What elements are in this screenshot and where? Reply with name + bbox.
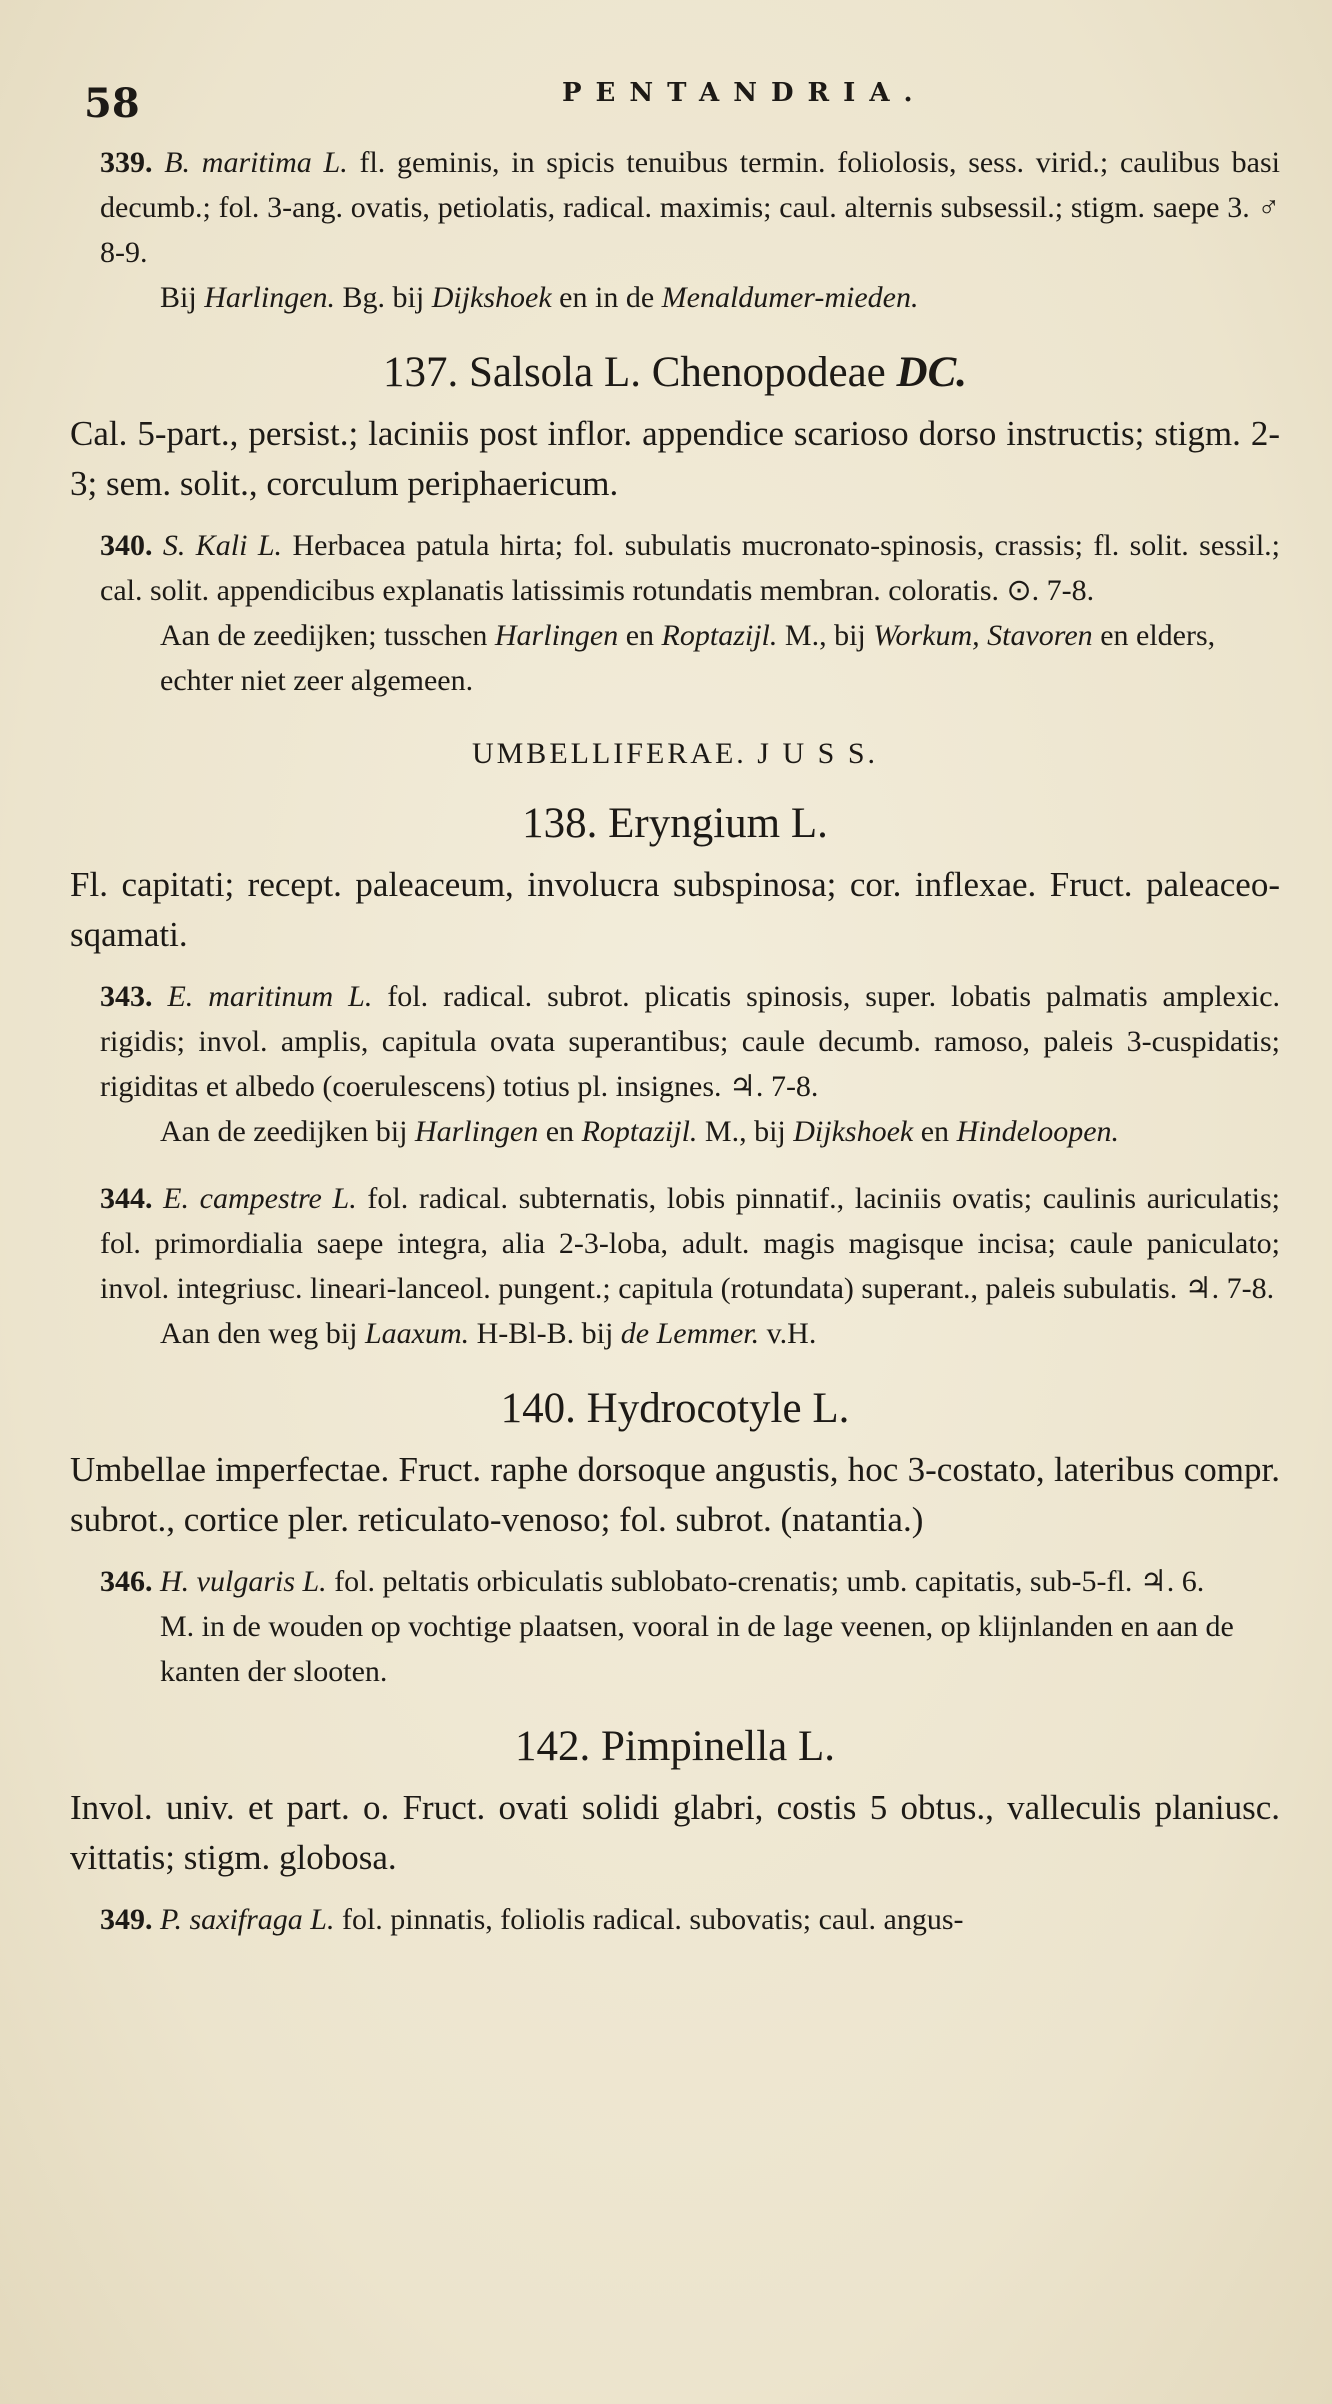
- locality-344: Aan den weg bij Laaxum. H-Bl-B. bij de Lemmer. v.H.: [160, 1317, 817, 1350]
- genus-140-heading: 140. Hydrocotyle L.: [500, 1385, 850, 1432]
- family-heading: UMBELLIFERAE. J U S S.: [471, 737, 879, 770]
- flowering-months: 8-9.: [100, 236, 148, 269]
- genus-142-heading: 142. Pimpinella L.: [514, 1723, 836, 1770]
- species-339: [100, 140, 1280, 275]
- species-349: 349. P. saxifraga L. fol. pinnatis, foliolis radical. subovatis; caul. angus-: [100, 1903, 964, 1936]
- species-number: 339.: [100, 146, 153, 179]
- genus-138-heading: 138. Eryngium L.: [522, 800, 828, 847]
- locality-346: M. in de wouden op vochtige plaatsen, vooral in de lage veenen, op klijnlanden en aan de kanten der slooten.: [160, 1610, 1234, 1688]
- locality-340: Aan de zeedijken; tusschen Harlingen en Roptazijl. M., bij Workum, Stavoren en elders, echter niet zeer algemeen.: [160, 619, 1216, 697]
- running-title: PENTANDRIA.: [562, 78, 927, 108]
- genus-137-description: Cal. 5-part., persist.; laciniis post inflor. appendice scarioso dorso instructis; stigm. 2-3; sem. solit., corculum periphaericum.: [70, 414, 1280, 503]
- species-343: 343. E. maritinum L. fol. radical. subrot. plicatis spinosis, super. lobatis palmatis amplexic. rigidis; invol. amplis, capitula ovata superantibus; caule decumb. ramoso, paleis 3-cuspidatis; rigiditas et albedo (coerulescens) totius pl. insignes. ♃. 7-8.: [100, 980, 1281, 1103]
- page-header: [70, 70, 1280, 140]
- species-name: B. maritima L.: [164, 146, 348, 179]
- species-description: fl. geminis, in spicis tenuibus termin. foliolosis, sess. virid.; caulibus basi decumb.; fol. 3-ang. ovatis, petiolatis, radical. maximis; caul. alternis subsessil.; stigm. saepe 3.: [100, 146, 1281, 224]
- locality-343: Aan de zeedijken bij Harlingen en Roptazijl. M., bij Dijkshoek en Hindeloopen.: [160, 1115, 1120, 1148]
- duration-symbol: ♂: [1257, 191, 1281, 224]
- genus-142-description: Invol. univ. et part. o. Fruct. ovati solidi glabri, costis 5 obtus., valleculis planiusc. vittatis; stigm. globosa.: [70, 1788, 1280, 1877]
- genus-137-heading: 137. Salsola L. Chenopodeae DC.: [383, 349, 967, 396]
- genus-140-description: Umbellae imperfectae. Fruct. raphe dorsoque angustis, hoc 3-costato, lateribus compr. subrot., cortice pler. reticulato-venoso; fol. subrot. (natantia.): [70, 1450, 1280, 1539]
- species-340: 340. S. Kali L. Herbacea patula hirta; fol. subulatis mucronato-spinosis, crassis; fl. solit. sessil.; cal. solit. appendicibus explanatis latissimis rotundatis membran. coloratis. ⊙. 7-8.: [100, 529, 1281, 607]
- species-344: 344. E. campestre L. fol. radical. subternatis, lobis pinnatif., laciniis ovatis; caulinis auriculatis; fol. primordialia saepe integra, alia 2-3-loba, adult. magis magisque incisa; caule paniculato; invol. integriusc. lineari-lanceol. pungent.; capitula (rotundata) superant., paleis subulatis. ♃. 7-8.: [100, 1182, 1280, 1305]
- species-346: 346. H. vulgaris L. fol. peltatis orbiculatis sublobato-crenatis; umb. capitatis, sub-5-fl. ♃. 6.: [100, 1565, 1205, 1598]
- page-number: 58: [84, 80, 140, 127]
- genus-138-description: Fl. capitati; recept. paleaceum, involucra subspinosa; cor. inflexae. Fruct. paleaceo-sqamati.: [70, 865, 1280, 954]
- locality-339: Bij Harlingen. Bg. bij Dijkshoek en in de Menaldumer-mieden.: [160, 281, 919, 314]
